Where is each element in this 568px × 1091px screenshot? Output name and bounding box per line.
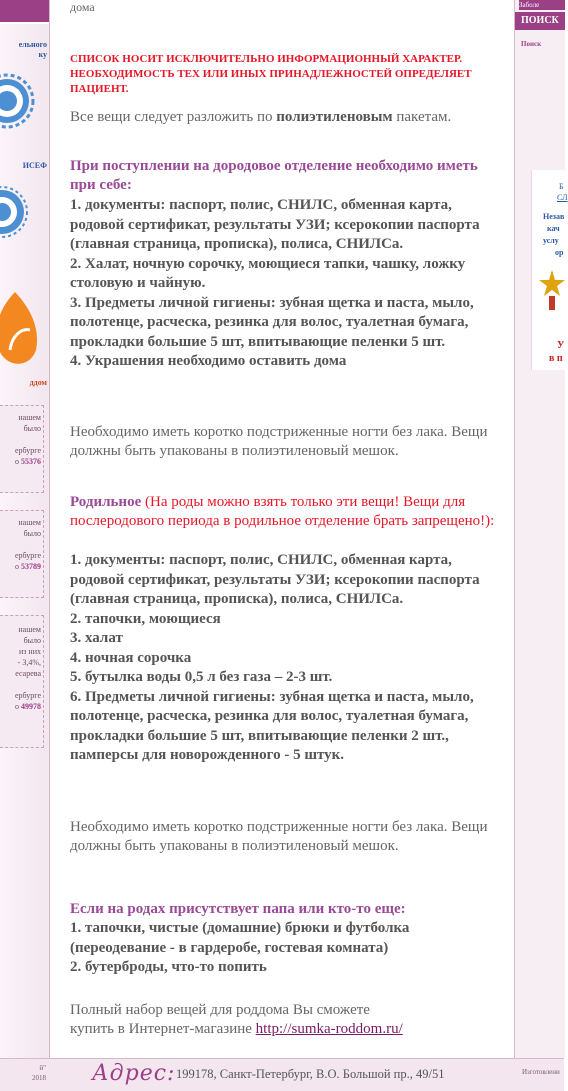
- news-1-line-2: было: [23, 424, 41, 433]
- left-top-strip: [0, 22, 49, 24]
- top-cutoff-text: дома: [70, 0, 95, 14]
- list-item: 3. халат: [70, 630, 123, 646]
- note-paragraph-1: Необходимо иметь коротко подстриженные ногти без лака. Вещи должны быть упакованы в полиэтиленовый мешок.: [70, 424, 488, 459]
- intro-text-pre: Все вещи следует разложить по: [70, 109, 277, 125]
- news-3-prefix: о: [15, 702, 19, 711]
- news-1-line-1: нашем: [18, 413, 41, 422]
- list-item: 1. документы: паспорт, полис, СНИЛС, обменная карта, родовой сертификат, результаты УЗИ; ксерокопии паспорта (главная страница, прописка), полиса, СНИЛСа.: [70, 552, 480, 607]
- left-top-bar: [0, 0, 49, 22]
- shop-text-line-1: Полный набор вещей для роддома Вы сможете: [70, 1002, 370, 1018]
- award-star-icon: [539, 270, 565, 310]
- right-banner-line-5: услу: [543, 236, 559, 245]
- section2-warning: (На роды можно взять только эти вещи! Вещи для послеродового периода в родильное отделение брать запрещено!):: [70, 494, 495, 529]
- list-item: 2. тапочки, моющиеся: [70, 610, 221, 627]
- news-3-line-4: - 3,4%,: [17, 658, 41, 667]
- list-item: 1. тапочки, чистые (домашние) брюки и футболка (переодевание - в гардеробе, гостевая комната): [70, 920, 410, 956]
- footer-right-link[interactable]: Изготовлени: [522, 1068, 560, 1076]
- news-1-prefix: о: [15, 457, 19, 466]
- roddom-logo-icon[interactable]: [0, 290, 40, 370]
- intro-text-post: пакетам.: [392, 109, 452, 125]
- un-wreath-icon[interactable]: [0, 72, 36, 130]
- right-banner-line-8: в п: [549, 353, 563, 364]
- footer-left-text: [0, 1063, 46, 1083]
- news-3-line-5: есарева: [15, 669, 41, 678]
- right-banner-line-4: кач: [547, 224, 560, 233]
- news-3-line-1: нашем: [18, 625, 41, 634]
- unicef-label: ИСЕФ: [22, 161, 47, 170]
- section2-title: Родильное: [70, 494, 142, 510]
- intro-paragraph: [70, 108, 500, 127]
- right-banner-line-3: Незав: [543, 212, 565, 221]
- list-item: 5. бутылка воды 0,5 л без газа – 2-3 шт.: [70, 669, 333, 685]
- news-card-2[interactable]: [0, 510, 44, 598]
- left-brand-line-2: ку: [38, 50, 47, 59]
- list-item: 3. Предметы личной гигиены: зубная щетка и паста, мыло, полотенце, расческа, резинка для волос, туалетная бумага, прокладки большие 5 шт, впитывающие пеленки 5 шт.: [70, 294, 474, 350]
- right-top-text[interactable]: Заболе: [519, 0, 565, 10]
- news-3-line-7: ербурге: [14, 691, 41, 700]
- disclaimer-text: СПИСОК НОСИТ ИСКЛЮЧИТЕЛЬНО ИНФОРМАЦИОННЫЙ ХАРАКТЕР. НЕОБХОДИМОСТЬ ТЕХ ИЛИ ИНЫХ ПРИНАДЛЕЖНОСТЕЙ ОПРЕДЕЛЯЕТ ПАЦИЕНТ.: [70, 53, 472, 95]
- news-card-3[interactable]: [0, 615, 44, 748]
- section1-list: [70, 196, 500, 372]
- news-3-line-3: из них: [18, 647, 41, 656]
- address-label: Адрес:: [92, 1061, 176, 1086]
- footer: [0, 1058, 564, 1091]
- search-sub-label: Поиск: [521, 40, 542, 48]
- left-sidebar: [0, 0, 50, 1058]
- left-brand-text: [0, 40, 47, 60]
- shop-link[interactable]: http://sumka-roddom.ru/: [255, 1021, 403, 1037]
- news-2-prefix: о: [15, 562, 19, 571]
- right-banner-line-6: ор: [555, 248, 564, 257]
- list-item: 6. Предметы личной гигиены: зубная щетка и паста, мыло, полотенце, расческа, резинка для волос, туалетная бумага, прокладки большие 5 шт, впитывающие пеленки 2 шт., памперсы для новорожденного - 5 штук.: [70, 688, 474, 763]
- list-item: 2. Халат, ночную сорочку, моющиеся тапки, чашку, ложку столовую и чайную.: [70, 255, 466, 291]
- unicef-logo-icon[interactable]: [0, 186, 28, 238]
- section2-list: [70, 551, 500, 766]
- shop-paragraph: [70, 1001, 500, 1039]
- roddom-label: ддом: [29, 378, 47, 387]
- news-2-line-2: было: [23, 529, 41, 538]
- footer-left-line-1: й": [39, 1064, 46, 1072]
- section3-heading: Если на родах присутствует папа или кто-то еще:: [70, 901, 406, 917]
- news-card-1[interactable]: [0, 405, 44, 493]
- news-2-line-1: нашем: [18, 518, 41, 527]
- section1-heading: При поступлении на дородовое отделение необходимо иметь при себе:: [70, 158, 478, 193]
- section3-list: [70, 919, 500, 978]
- left-brand-line-1: ельного: [18, 40, 47, 49]
- list-item: 2. бутерброды, что-то попить: [70, 959, 267, 975]
- news-1-line-4: ербурге: [14, 446, 41, 455]
- footer-left-line-2: 2018: [32, 1074, 46, 1082]
- news-1-number: 55376: [21, 457, 41, 466]
- news-2-line-4: ербурге: [14, 551, 41, 560]
- right-banner-link[interactable]: СЛ: [557, 193, 568, 202]
- shop-text-line-2: купить в Интернет-магазине: [70, 1021, 256, 1037]
- address-text: 199178, Санкт-Петербург, В.О. Большой пр., 49/51: [176, 1067, 445, 1081]
- right-banner-line-1: Б: [559, 182, 564, 191]
- right-sidebar: [514, 0, 568, 1058]
- note-paragraph-2: Необходимо иметь коротко подстриженные ногти без лака. Вещи должны быть упакованы в полиэтиленовый мешок.: [70, 819, 488, 854]
- news-3-line-2: было: [23, 636, 41, 645]
- search-header: ПОИСК: [515, 12, 565, 30]
- news-2-number: 53789: [21, 562, 41, 571]
- intro-text-bold: полиэтиленовым: [276, 109, 393, 125]
- list-item: 4. Украшения необходимо оставить дома: [70, 353, 347, 369]
- right-banner-line-7: У: [557, 340, 565, 351]
- news-3-number: 49978: [21, 702, 41, 711]
- list-item: 4. ночная сорочка: [70, 649, 192, 666]
- section2-heading: [70, 493, 500, 531]
- list-item: 1. документы: паспорт, полис, СНИЛС, обменная карта, родовой сертификат, результаты УЗИ; ксерокопии паспорта (главная страница, прописка), полиса, СНИЛСа.: [70, 197, 480, 252]
